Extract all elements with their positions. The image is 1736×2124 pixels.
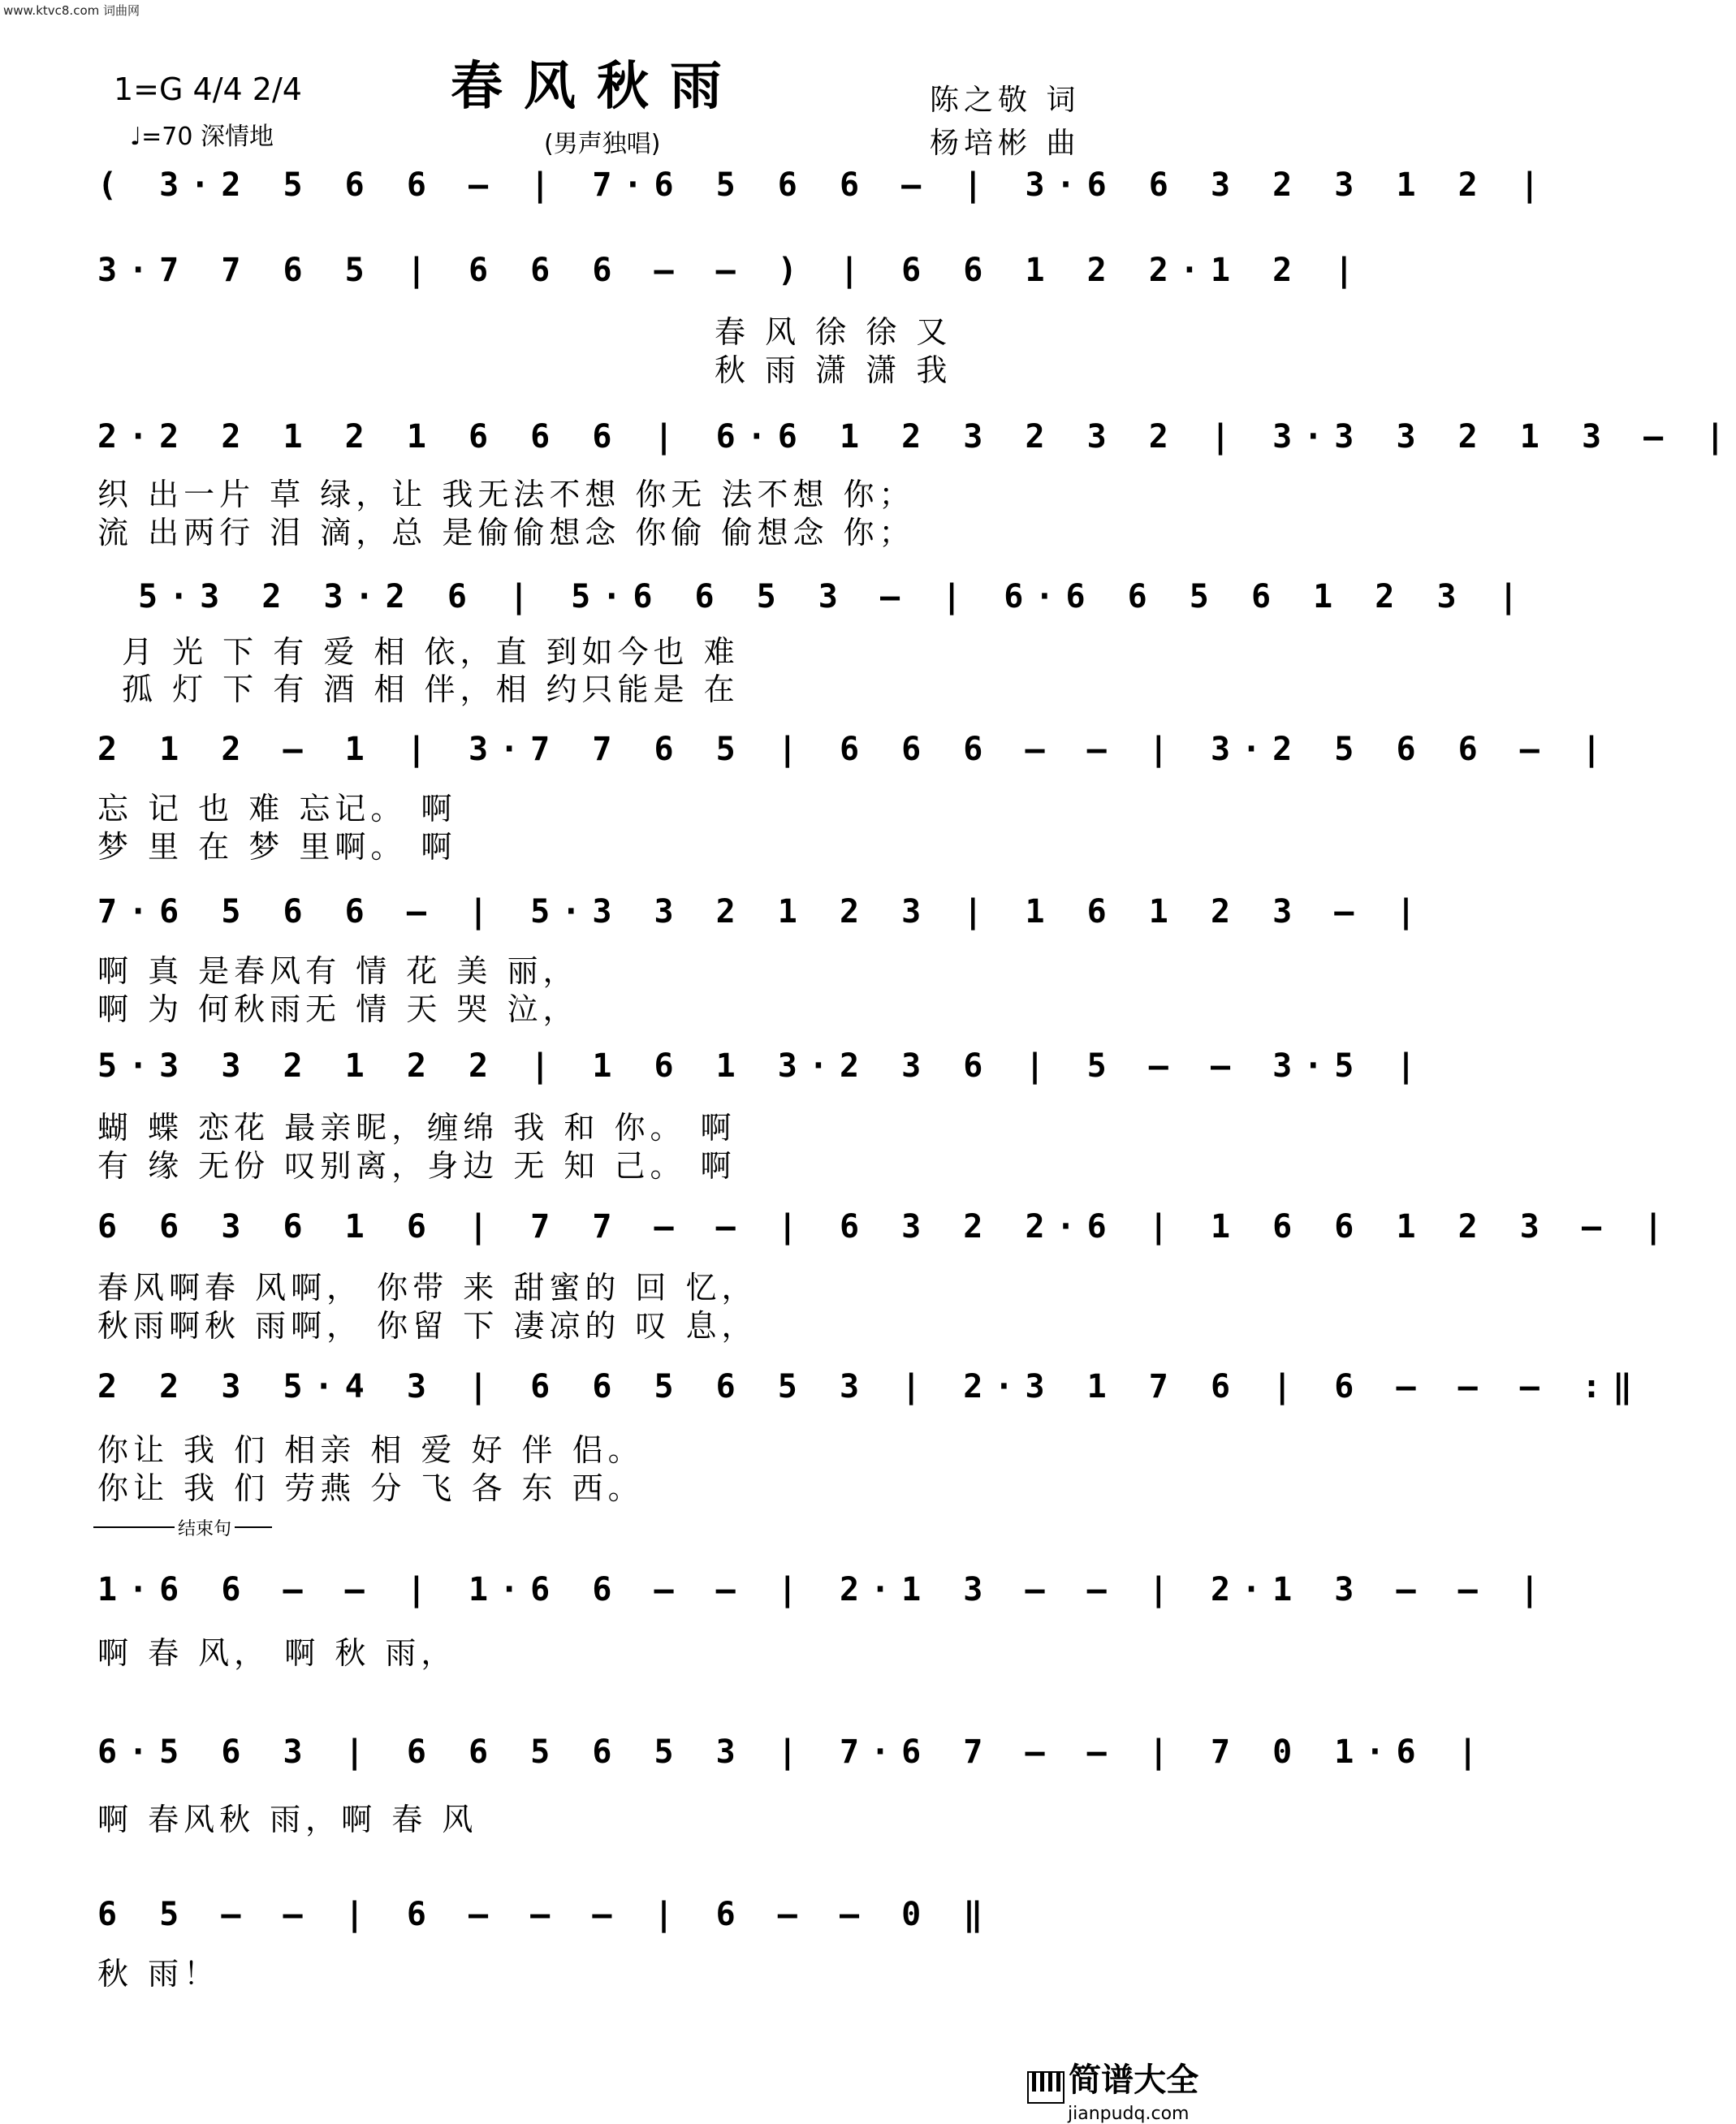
key-signature: 1=G 4/4 2/4 [114,71,302,107]
lyric-row-9-verse-2: 你让 我 们 劳燕 分 飞 各 东 西。 [97,1470,644,1506]
notation-row-12: 6 5 — — | 6 — — — | 6 — — 0 ‖ [97,1896,995,1933]
notation-row-6: 7·6 5 6 6 — | 5·3 3 2 1 2 3 | 1 6 1 2 3 — | [97,893,1427,930]
lyric-row-5-verse-2: 梦 里 在 梦 里啊。 啊 [97,829,457,865]
piano-keys-icon [1027,2071,1064,2104]
notation-row-4: 5·3 2 3·2 6 | 5·6 6 5 3 — | 6·6 6 5 6 1 2 3 | [138,578,1530,615]
lyric-row-4-verse-2: 孤 灯 下 有 酒 相 伴，相 约只能是 在 [122,671,740,707]
lyric-row-6-verse-1: 啊 真 是春风有 情 花 美 丽， [97,953,579,989]
song-subtitle: (男声独唱) [544,130,661,158]
lyric-row-4-verse-1: 月 光 下 有 爱 相 依，直 到如今也 难 [122,634,740,670]
logo-url: jianpudq.com [1068,2103,1190,2124]
notation-row-3: 2·2 2 1 2 1 6 6 6 | 6·6 1 2 3 2 3 2 | 3·3 3 2 1 3 — | [97,418,1736,455]
lyric-row-9-verse-1: 你让 我 们 相亲 相 爱 好 伴 侣。 [97,1432,644,1468]
tempo-marking: ♩=70 深情地 [130,123,274,151]
lyricist-credit: 陈之敬 词 [930,84,1081,117]
notation-row-9: 2 2 3 5·4 3 | 6 6 5 6 5 3 | 2·3 1 7 6 | 6 — — — :‖ [97,1368,1644,1405]
lyric-row-2-verse-1: 春 风 徐 徐 又 [715,314,952,350]
lyric-row-6-verse-2: 啊 为 何秋雨无 情 天 哭 泣， [97,991,579,1027]
lyric-row-7-verse-1: 蝴 蝶 恋花 最亲昵，缠绵 我 和 你。 啊 [97,1110,736,1146]
lyric-row-5-verse-1: 忘 记 也 难 忘记。 啊 [97,791,457,827]
site-tag[interactable]: www.ktvc8.com 词曲网 [3,3,140,18]
lyric-row-2-verse-2: 秋 雨 潇 潇 我 [715,352,952,388]
notation-row-1: ( 3·2 5 6 6 — | 7·6 5 6 6 — | 3·6 6 3 2 3 1 2 | [97,166,1551,204]
lyric-row-3-verse-2: 流 出两行 泪 滴，总 是偷偷想念 你偷 偷想念 你； [97,515,915,550]
song-title: 春风秋雨 [451,56,743,117]
lyric-row-8-verse-2: 秋雨啊秋 雨啊， 你留 下 凄凉的 叹 息， [97,1308,758,1344]
notation-row-11: 6·5 6 3 | 6 6 5 6 5 3 | 7·6 7 — — | 7 0 1·6 | [97,1733,1489,1771]
logo-text: 简谱大全 [1069,2061,1199,2099]
lyric-row-12: 秋 雨！ [97,1956,220,1992]
composer-credit: 杨培彬 曲 [930,127,1081,160]
notation-row-5: 2 1 2 — 1 | 3·7 7 6 5 | 6 6 6 — — | 3·2 5 6 6 — | [97,731,1613,768]
lyric-row-3-verse-1: 织 出一片 草 绿，让 我无法不想 你无 法不想 你； [97,477,915,512]
notation-row-8: 6 6 3 6 1 6 | 7 7 — — | 6 3 2 2·6 | 1 6 6 1 2 3 — | [97,1208,1675,1245]
lyric-row-11: 啊 春风秋 雨，啊 春 风 [97,1802,478,1837]
notation-row-2: 3·7 7 6 5 | 6 6 6 — — ) | 6 6 1 2 2·1 2 | [97,252,1366,289]
notation-row-10: 1·6 6 — — | 1·6 6 — — | 2·1 3 — — | 2·1 3 — — | [97,1571,1551,1608]
site-logo[interactable] [1027,2054,1198,2124]
lyric-row-7-verse-2: 有 缘 无份 叹别离，身边 无 知 己。 啊 [97,1148,736,1184]
coda-label: 结束句 [175,1515,235,1540]
lyric-row-10: 啊 春 风， 啊 秋 雨， [97,1635,457,1671]
notation-row-7: 5·3 3 2 1 2 2 | 1 6 1 3·2 3 6 | 5 — — 3·5 | [97,1047,1427,1085]
lyric-row-8-verse-1: 春风啊春 风啊， 你带 来 甜蜜的 回 忆， [97,1270,758,1306]
